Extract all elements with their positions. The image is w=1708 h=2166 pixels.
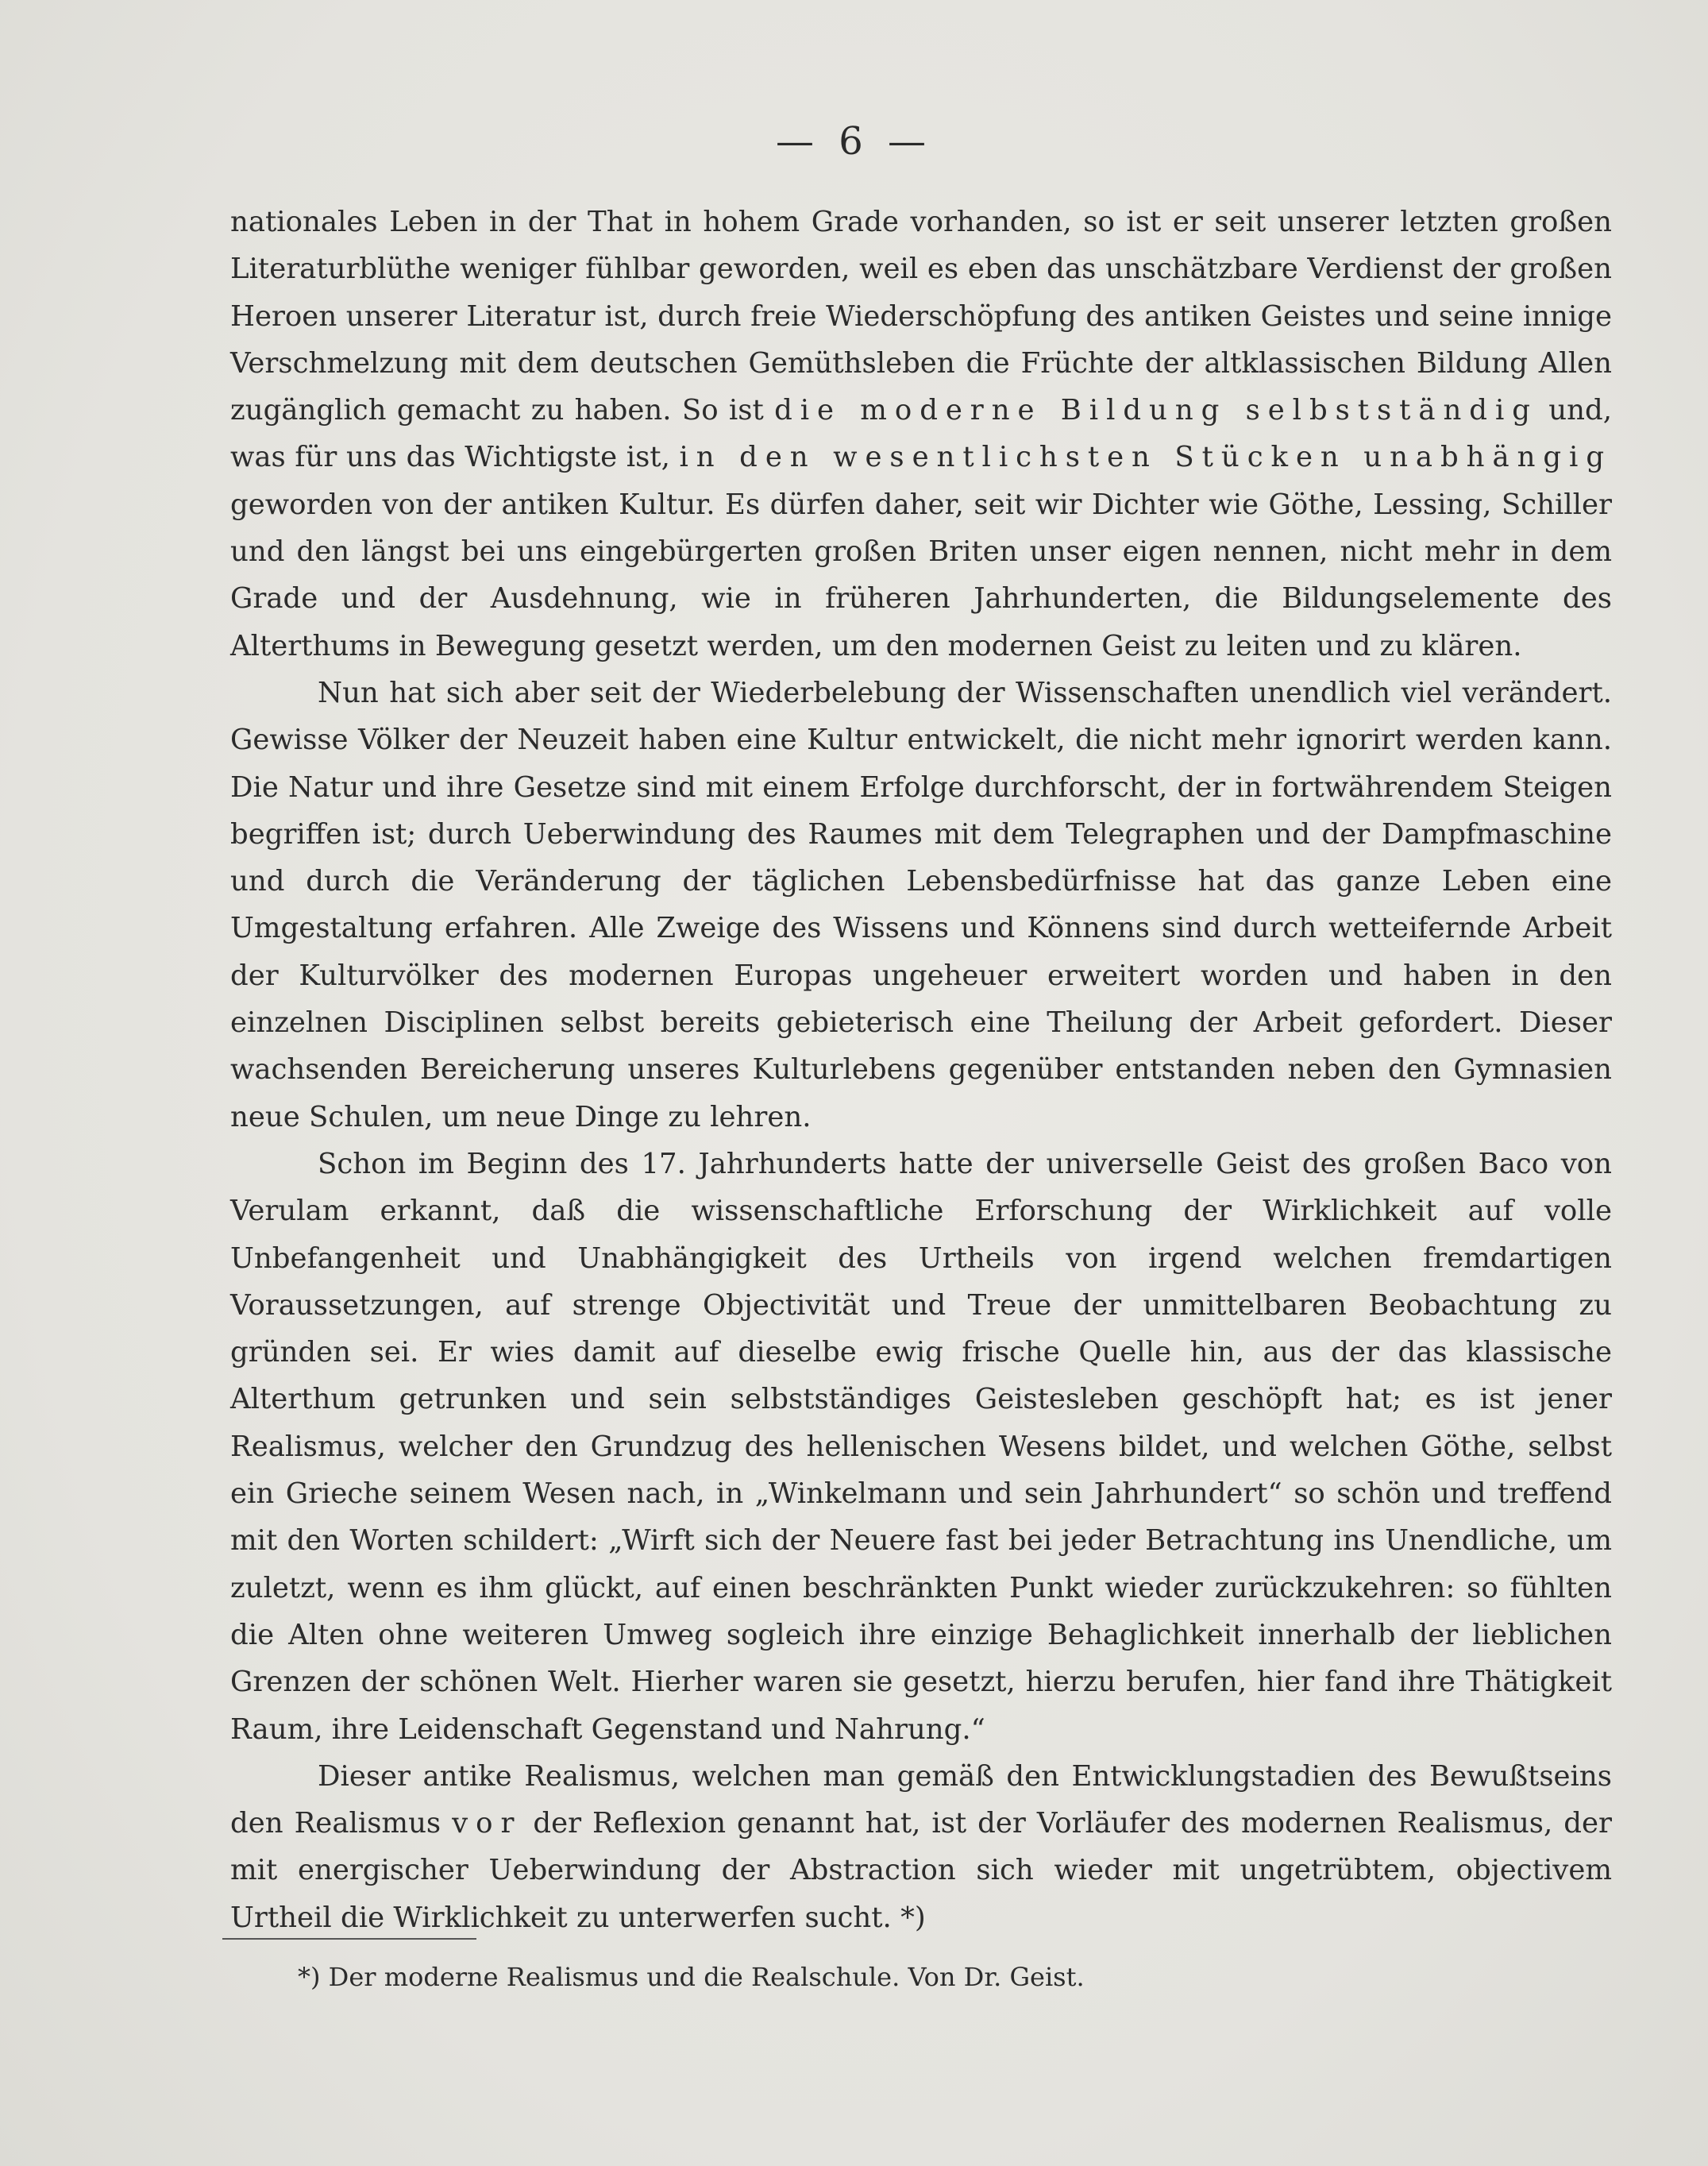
paragraph-2 (230, 670, 1612, 1141)
emphasis-spaced: vor (452, 1807, 522, 1840)
footnote: *) Der moderne Realismus und die Realschule. Von Dr. Geist. (298, 1962, 1085, 1992)
paragraph-3 (230, 1141, 1612, 1753)
footnote-divider (222, 1938, 476, 1940)
paragraph-4 (230, 1753, 1612, 1941)
text-segment: Nun hat sich aber seit der Wiederbelebung der Wissenschaften unendlich viel verändert. Gewisse Völker der Neuzeit haben eine Kultur entwickelt, die nicht mehr ignorirt werden kann. Die Natur und ihre Gesetze sind mit einem Erfolge durchforscht, der in fortwährendem Steigen begriffen ist; durch Ueberwindung des Raumes mit dem Telegraphen und der Dampfmaschine und durch die Veränderung der täglichen Lebensbedürfnisse hat das ganze Leben eine Umgestaltung erfahren. Alle Zweige des Wissens und Könnens sind durch wetteifernde Arbeit der Kulturvölker des modernen Europas ungeheuer erweitert worden und haben in den einzelnen Disciplinen selbst bereits gebieterisch eine Theilung der Arbeit gefordert. Dieser wachsenden Bereicherung unseres Kulturlebens gegenüber entstanden neben den Gymnasien neue Schulen, um neue Dinge zu lehren. (230, 676, 1612, 1133)
text-segment: Dieser antike Realismus, welchen man gemäß den Entwicklungstadien des Bewußtseins den Realismus (230, 1759, 1612, 1840)
paragraph-1 (230, 199, 1612, 670)
text-segment: geworden von der antiken Kultur. Es dürfen daher, seit wir Dichter wie Göthe, Lessing, Schiller und den längst bei uns eingebürgerten großen Briten unser eigen nennen, nicht mehr in dem Grade und der Ausdehnung, wie in früheren Jahrhunderten, die Bildungselemente des Alterthums in Bewegung gesetzt werden, um den modernen Geist zu leiten und zu klären. (230, 488, 1612, 662)
text-segment: und, was für uns das Wichtigste ist, (230, 394, 1612, 474)
text-segment: Schon im Beginn des 17. Jahrhunderts hatte der universelle Geist des großen Baco von Verulam erkannt, daß die wissenschaftliche Erforschung der Wirklichkeit auf volle Unbefangenheit und Unabhängigkeit des Urtheils von irgend welchen fremdartigen Voraussetzungen, auf strenge Objectivität und Treue der unmittelbaren Beobachtung zu gründen sei. Er wies damit auf dieselbe ewig frische Quelle hin, aus der das klassische Alterthum getrunken und sein selbstständiges Geistesleben geschöpft hat; es ist jener Realismus, welcher den Grundzug des hellenischen Wesens bildet, und welchen Göthe, selbst ein Grieche seinem Wesen nach, in „Winkelmann und sein Jahrhundert“ so schön und treffend mit den Worten schildert: „Wirft sich der Neuere fast bei jeder Betrachtung ins Unendliche, um zuletzt, wenn es ihm glückt, auf einen beschränkten Punkt wieder zurückzukehren: so fühlten die Alten ohne weiteren Umweg sogleich ihre einzige Behaglichkeit innerhalb der lieblichen Grenzen der schönen Welt. Hierher waren sie gesetzt, hierzu berufen, hier fand ihre Thätigkeit Raum, ihre Leidenschaft Gegenstand und Nahrung.“ (230, 1147, 1612, 1746)
emphasis-spaced: in den wesentlichsten Stücken unabhängig (679, 441, 1612, 474)
text-segment: der Reflexion genannt hat, ist der Vorläufer des modernen Realismus, der mit energischer Ueberwindung der Abstraction sich wieder mit ungetrübtem, objectivem Urtheil die Wirklichkeit zu unterwerfen sucht. *) (230, 1807, 1612, 1934)
body-text (230, 199, 1612, 1941)
emphasis-spaced: die moderne Bildung selbstständig (774, 394, 1538, 427)
page-number: — 6 — (775, 119, 933, 164)
text-segment: nationales Leben in der That in hohem Grade vorhanden, so ist er seit unserer letzten großen Literaturblüthe weniger fühlbar geworden, weil es eben das unschätzbare Verdienst der großen Heroen unserer Literatur ist, durch freie Wiederschöpfung des antiken Geistes und seine innige Verschmelzung mit dem deutschen Gemüthsleben die Früchte der altklassischen Bildung Allen zugänglich gemacht zu haben. So ist (230, 206, 1612, 427)
